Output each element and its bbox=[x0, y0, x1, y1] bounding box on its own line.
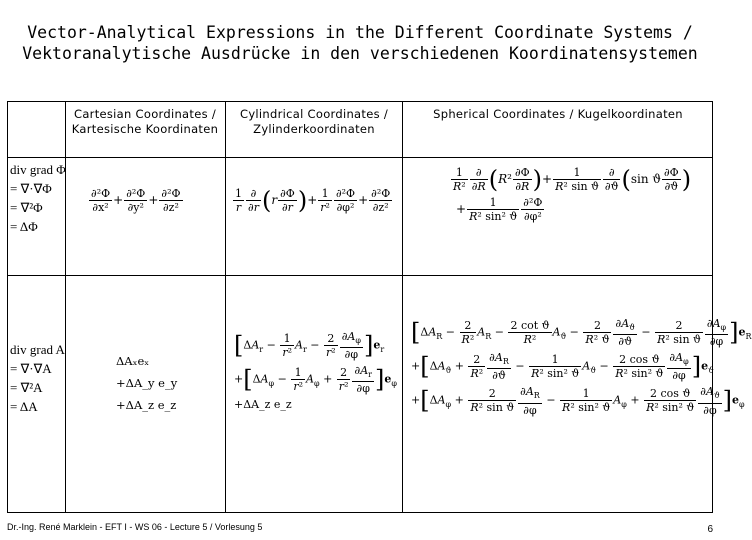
title-line-german: Vektoranalytische Ausdrücke in den verschiedenen Koordinatensystemen bbox=[22, 44, 698, 63]
scalar-laplacian-label: div grad Φ = ∇·∇Φ = ∇²Φ = ΔΦ bbox=[10, 162, 66, 234]
header-cylindrical: Cylindrical Coordinates / Zylinderkoordinaten bbox=[239, 107, 389, 136]
footer-credit: Dr.-Ing. René Marklein - EFT I - WS 06 - Lecture 5 / Vorlesung 5 bbox=[7, 522, 263, 532]
spherical-scalar-laplacian: $\frac{1}{\text{R²}}$ $\frac{\partial}{\partial R}$ (R² $\frac{\partial\Phi}{\partial R}$ )+ $\frac{1}{\text{R² sin ϑ}}$ $\frac{\partial}{\partial ϑ}$ (sin ϑ $\frac{\partial\Phi}{\partial ϑ}$ ) + $\frac{1}{\text{R² sin² ϑ}}$ $\frac{\text{∂²Φ}}{\text{∂φ²}}$ bbox=[453, 165, 692, 223]
page-number: 6 bbox=[707, 524, 713, 535]
header-cartesian: Cartesian Coordinates / Kartesische Koordinaten bbox=[71, 107, 219, 136]
slide-title bbox=[0, 22, 720, 64]
cartesian-vector-laplacian: ΔAₓeₓ +ΔA_y e_y +ΔA_z e_z bbox=[116, 354, 178, 412]
coordinate-table bbox=[7, 101, 752, 513]
cylindrical-scalar-laplacian: $\frac{1}{r}$ $\frac{\partial}{\partial r}$ (r $\frac{\partial\Phi}{\partial r}$ )+ $\frac{1}{\text{r²}}$ $\frac{\text{∂²Φ}}{\text{∂φ²}}$ + $\frac{\text{∂²Φ}}{\text{∂z²}}$ bbox=[235, 186, 391, 215]
row-divider bbox=[8, 275, 712, 276]
spherical-vector-laplacian: [$\Delta A_R$ − $\frac{2}{\text{R²}}$ $A_R$ − $\frac{\text{2 cot ϑ}}{\text{R²}}$ $A_ϑ$ − $\frac{2}{\text{R² ϑ}}$ $\frac{\partial A_ϑ}{\partial ϑ}$ − $\frac{2}{\text{R² sin ϑ}}$ $\frac{\partial A_\varphi}{\partial\varphi}$ ]$e_R$ $+[\Delta A_ϑ$ + $\frac{2}{\text{R²}}$ $\frac{\partial A_R}{\partial ϑ}$ − $\frac{1}{\text{R² sin² ϑ}}$ $A_ϑ$ − $\frac{\text{2 cos ϑ}}{\text{R² sin² ϑ}}$ $\frac{\partial A_\varphi}{\partial\varphi}$ ]$e_ϑ$ $+[\Delta A_\varphi$ + $\frac{2}{\text{R² sin ϑ}}$ $\frac{\partial A_R}{\partial\varphi}$ − $\frac{1}{\text{R² sin² ϑ}}$ $A_\varphi$ + $\frac{\text{2 cos ϑ}}{\text{R² sin² ϑ}}$ $\frac{\partial A_ϑ}{\partial\varphi}$ ]$e_\varphi$ bbox=[411, 317, 752, 417]
cartesian-scalar-laplacian: $\frac{\text{∂²Φ}}{\text{∂x²}}$ + $\frac{\text{∂²Φ}}{\text{∂y²}}$ + $\frac{\text{∂²Φ}}{\text{∂z²}}$ bbox=[91, 187, 181, 214]
title-line-english: Vector-Analytical Expressions in the Different Coordinate Systems / bbox=[27, 23, 693, 42]
header-divider bbox=[8, 157, 712, 158]
header-spherical: Spherical Coordinates / Kugelkoordinaten bbox=[433, 107, 683, 121]
column-divider bbox=[225, 102, 226, 512]
cylindrical-vector-laplacian: [$\Delta A_r$ − $\frac{1}{\text{r²}}$ $A_r$ − $\frac{2}{\text{r²}}$ $\frac{\partial A_\varphi}{\partial\varphi}$ ]$e_r$ $+[\Delta A_\varphi$ − $\frac{1}{\text{r²}}$ $A_\varphi$ + $\frac{2}{\text{r²}}$ $\frac{\partial A_r}{\partial\varphi}$ ]$e_\varphi$ +ΔA_z e_z bbox=[234, 330, 397, 412]
vector-laplacian-label: div grad A = ∇·∇A = ∇²A = ΔA bbox=[10, 342, 65, 414]
column-divider bbox=[402, 102, 403, 512]
